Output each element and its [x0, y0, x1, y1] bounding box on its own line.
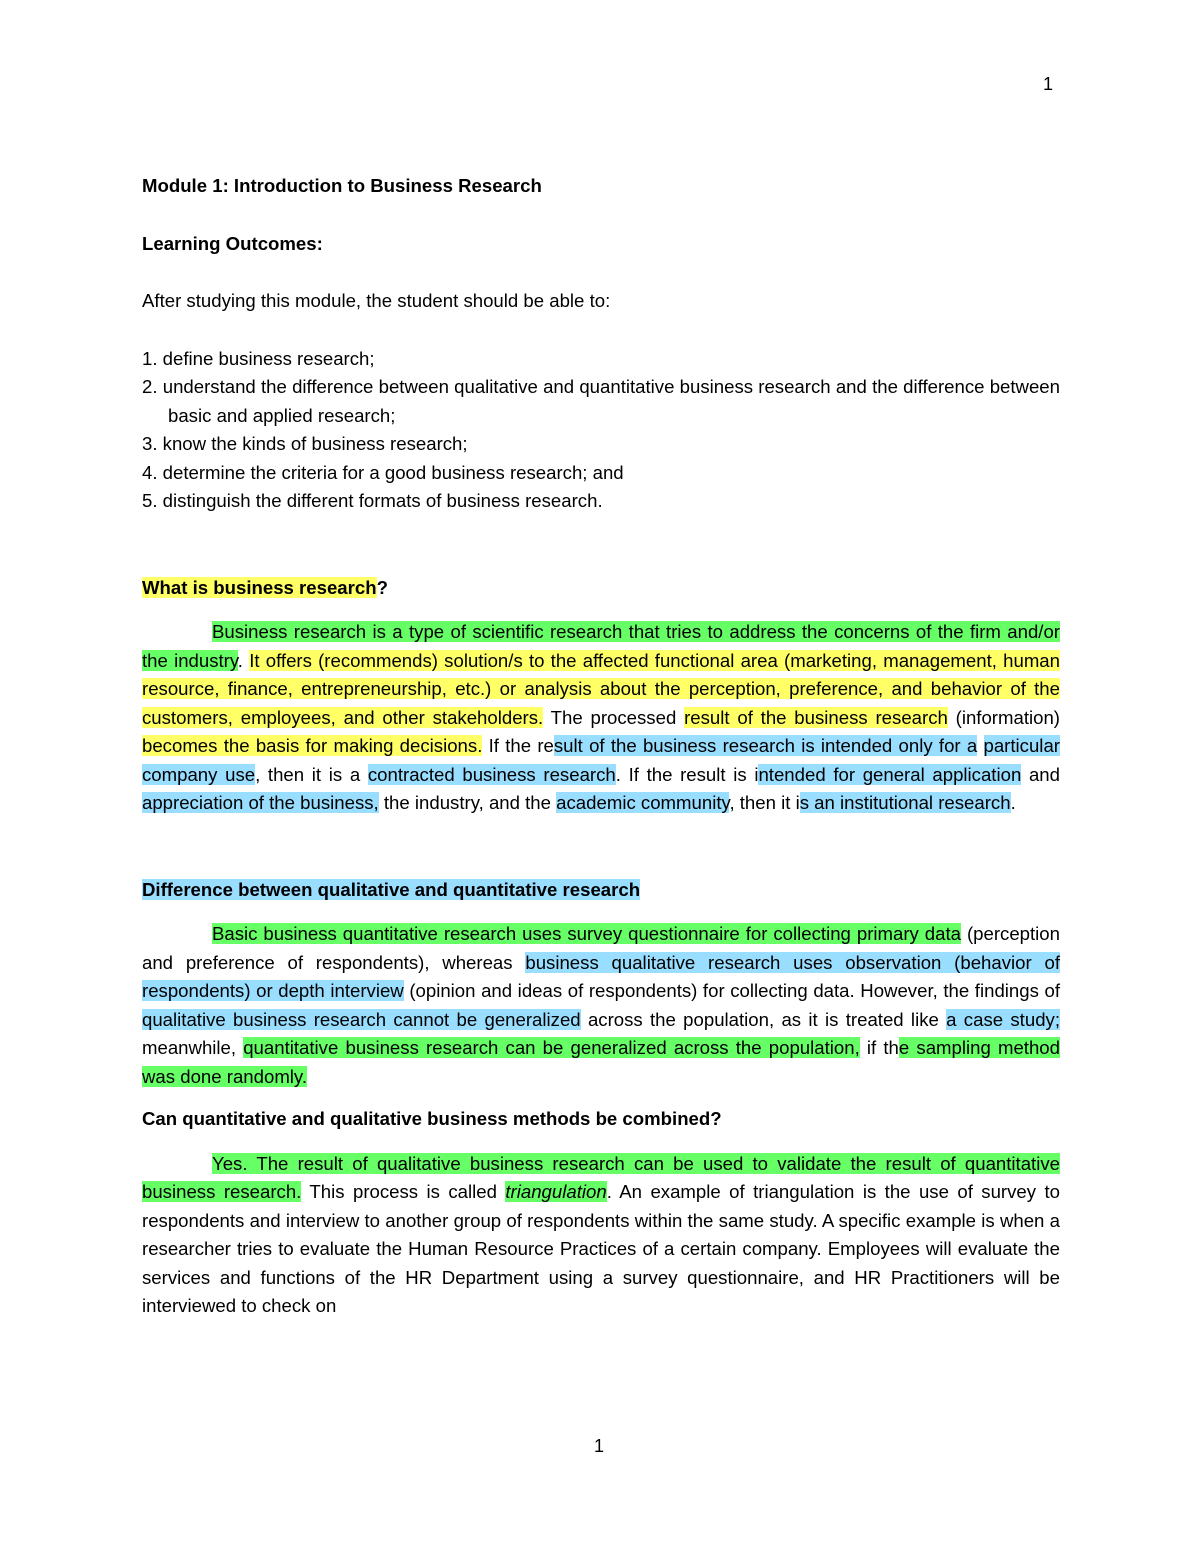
highlighted-text: Basic business quantitative research uses survey questionnaire for collecting primary data	[212, 923, 961, 944]
highlighted-text: particular company use	[142, 735, 1060, 785]
highlighted-text: quantitative business research can be generalized across the population,	[243, 1037, 860, 1058]
outcome-item: 4. determine the criteria for a good business research; and	[142, 461, 624, 483]
highlighted-text: sult of the business research is intended only for a	[553, 735, 978, 756]
highlighted-text: result of the business research	[684, 706, 948, 728]
text-run: If the re	[482, 735, 554, 756]
text-run: (opinion and ideas of respondents) for collecting data. However, the findings of	[403, 980, 1060, 1001]
text-run: . An example of triangulation is the use of survey to respondents and interview to another group of respondents within the same study. A specific example is when a researcher tries to evaluate the Human Resource Practices of a certain company. Employees will evaluate the services and functions of the HR Department using a survey questionnaire, and HR Practitioners will be interviewed to check on	[142, 1181, 1060, 1316]
highlighted-text: It offers (recommends) solution/s to the affected functional area (marketing, management, human resource, finance, entrepreneurship, etc.) or analysis about the perception, preference, and behavior of the customers, employees, and other stakeholders.	[142, 649, 1060, 728]
paragraph-difference	[142, 920, 1060, 1091]
document-body	[142, 172, 1060, 1321]
highlighted-text: a case study;	[946, 1008, 1060, 1030]
highlighted-text: s an institutional research	[799, 792, 1011, 813]
highlighted-text: academic community	[556, 792, 730, 813]
text-run: . If the result is i	[615, 763, 759, 785]
outcome-item: 1. define business research;	[142, 347, 375, 369]
outcome-item: 3. know the kinds of business research;	[142, 433, 468, 454]
text-run: .	[1010, 792, 1016, 813]
paragraph-what-is	[142, 618, 1060, 818]
highlighted-text: qualitative business research cannot be generalized	[142, 1008, 581, 1030]
highlighted-text: e sampling method was done randomly.	[142, 1037, 1060, 1087]
text-run: .	[237, 649, 250, 671]
text-run: This process is called	[301, 1181, 506, 1202]
section-heading-combined: Can quantitative and qualitative business methods be combined?	[142, 1108, 722, 1129]
module-title: Module 1: Introduction to Business Research	[142, 175, 542, 196]
outcome-item: 2. understand the difference between qualitative and quantitative business research and the difference between basic and applied research;	[142, 376, 1060, 426]
section-heading-difference	[142, 876, 1060, 905]
text-run: , then it is a	[255, 763, 368, 785]
learning-outcomes-heading: Learning Outcomes:	[142, 232, 323, 254]
intro-sentence: After studying this module, the student should be able to:	[142, 290, 611, 311]
section-heading-what-is	[142, 574, 1060, 603]
heading-highlight: What is business research	[142, 576, 377, 598]
highlighted-text: becomes the basis for making decisions.	[142, 735, 483, 756]
highlighted-text: business qualitative research uses observation (behavior of respondents) or depth interview	[142, 951, 1060, 1001]
heading-question-mark: ?	[376, 576, 388, 598]
text-run: (information)	[947, 706, 1061, 728]
text-run: (perception and preference of respondents), whereas	[142, 923, 1060, 973]
highlighted-text: appreciation of the business,	[142, 792, 379, 813]
highlighted-text: Yes. The result of qualitative business research can be used to validate the result of quantitative business research.	[142, 1152, 1060, 1202]
outcome-item: 5. distinguish the different formats of business research.	[142, 490, 603, 511]
header-page-number: 1	[1043, 74, 1054, 94]
highlighted-text: ntended for general application	[758, 763, 1022, 785]
paragraph-combined	[142, 1150, 1060, 1321]
outcomes-list	[142, 345, 1060, 516]
highlighted-text: a type of scientific research that tries to address the concerns of the firm and/or the industry	[142, 621, 1060, 671]
text-run: The processed	[543, 706, 685, 728]
text-run: , then it i	[729, 792, 800, 813]
text-run: meanwhile,	[142, 1037, 244, 1058]
highlighted-text: triangulation	[505, 1181, 607, 1202]
text-run: the industry, and the	[378, 792, 557, 813]
highlighted-text: contracted business research	[367, 763, 616, 785]
text-run: across the population, as it is treated like	[580, 1008, 947, 1030]
text-run	[977, 735, 983, 756]
heading-highlight: Difference between qualitative and quantitative research	[142, 878, 641, 900]
text-run: if th	[859, 1037, 899, 1058]
text-run: and	[1021, 763, 1060, 785]
highlighted-text: Business research is	[212, 621, 393, 642]
footer-page-number: 1	[594, 1436, 605, 1456]
